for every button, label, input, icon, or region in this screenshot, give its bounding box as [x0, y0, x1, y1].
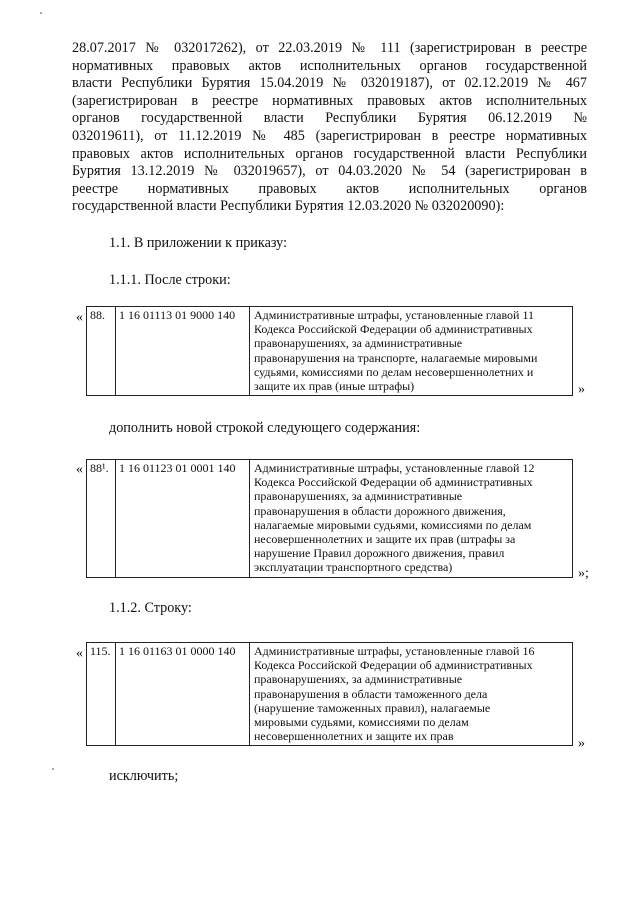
item-1-1-2: 1.1.2. Строку: — [109, 600, 192, 616]
row-number: 115. — [87, 643, 116, 746]
intro-line: правовых актов исполнительных органов государственной власти Республики — [72, 145, 587, 162]
description-line: мировыми судьями, комиссиями по делам — [254, 715, 469, 730]
row-description — [250, 643, 573, 746]
description-line: правонарушения на транспорте, налагаемые мировыми — [254, 350, 538, 365]
description-line: Административные штрафы, установленные главой 11 — [254, 308, 535, 322]
intro-line: 032019611), от 11.12.2019 № 485 (зарегистрирован в реестре нормативных — [72, 127, 587, 144]
table-row — [87, 460, 573, 578]
description-line: судьями, комиссиями по делам несовершеннолетних и — [254, 364, 534, 379]
table-row — [87, 307, 573, 396]
intro-line: органов государственной власти Республики Бурятия 06.12.2019 № — [72, 110, 587, 127]
description-line: правонарушения в области дорожного движения, — [254, 503, 506, 518]
row-description — [250, 460, 573, 578]
intro-line: (зарегистрирован в реестре нормативных правовых актов исполнительных — [72, 92, 587, 109]
table-row — [87, 643, 573, 746]
row-code: 1 16 01113 01 9000 140 — [116, 307, 250, 396]
table-row-88 — [86, 306, 573, 396]
intro-paragraph — [72, 40, 587, 216]
description-line: Административные штрафы, установленные главой 16 — [254, 644, 535, 658]
description-line: (нарушение таможенных правил), налагаемые — [254, 700, 491, 715]
quote-close: » — [578, 736, 585, 751]
intro-line: нормативных правовых актов исполнительных органов государственной — [72, 57, 587, 74]
row-code: 1 16 01163 01 0000 140 — [116, 643, 250, 746]
description-line: нарушение Правил дорожного движения, правил — [254, 546, 505, 561]
description-line: правонарушениях, за административные — [254, 489, 463, 504]
quote-open: « — [76, 462, 83, 477]
row-description — [250, 307, 573, 396]
row-number: 88. — [87, 307, 116, 396]
description-line: защите их прав (иные штрафы) — [254, 379, 415, 394]
intro-line: Бурятия 13.12.2019 № 032019657), от 04.03.2020 № 54 (зарегистрирован в — [72, 163, 587, 180]
scan-mark-top — [40, 12, 42, 14]
item-1-1-1: 1.1.1. После строки: — [109, 272, 231, 288]
add-new-row-text: дополнить новой строкой следующего содержания: — [109, 420, 421, 436]
description-line: правонарушениях, за административные — [254, 336, 463, 351]
description-line: эксплуатации транспортного средства) — [254, 560, 453, 575]
description-line: Кодекса Российской Федерации об административных — [254, 475, 533, 490]
scan-mark-bottom — [52, 768, 54, 770]
quote-close: » — [578, 382, 585, 397]
item-1-1: 1.1. В приложении к приказу: — [109, 235, 288, 251]
description-line: Административные штрафы, установленные главой 12 — [254, 461, 535, 475]
description-line: правонарушения в области таможенного дела — [254, 686, 488, 701]
intro-line: власти Республики Бурятия 15.04.2019 № 032019187), от 02.12.2019 № 467 — [72, 75, 587, 92]
exclude-text: исключить; — [109, 768, 179, 784]
table-row-88-1 — [86, 459, 573, 578]
intro-line: 28.07.2017 № 032017262), от 22.03.2019 № 111 (зарегистрирован в реестре — [72, 40, 587, 56]
description-line: несовершеннолетних и защите их прав — [254, 729, 454, 744]
row-number: 88¹. — [87, 460, 116, 578]
table-row-115 — [86, 642, 573, 746]
intro-line: государственной власти Республики Бурятия 12.03.2020 № 032020090): — [72, 198, 505, 215]
intro-line: реестре нормативных правовых актов исполнительных органов — [72, 180, 587, 197]
description-line: Кодекса Российской Федерации об административных — [254, 322, 533, 337]
description-line: налагаемые мировыми судьями, комиссиями по делам — [254, 517, 532, 532]
row-code: 1 16 01123 01 0001 140 — [116, 460, 250, 578]
quote-open: « — [76, 310, 83, 325]
quote-close-semicolon: »; — [578, 566, 589, 581]
quote-open: « — [76, 646, 83, 661]
description-line: правонарушениях, за административные — [254, 672, 463, 687]
description-line: несовершеннолетних и защите их прав (штрафы за — [254, 532, 516, 547]
description-line: Кодекса Российской Федерации об административных — [254, 658, 533, 673]
